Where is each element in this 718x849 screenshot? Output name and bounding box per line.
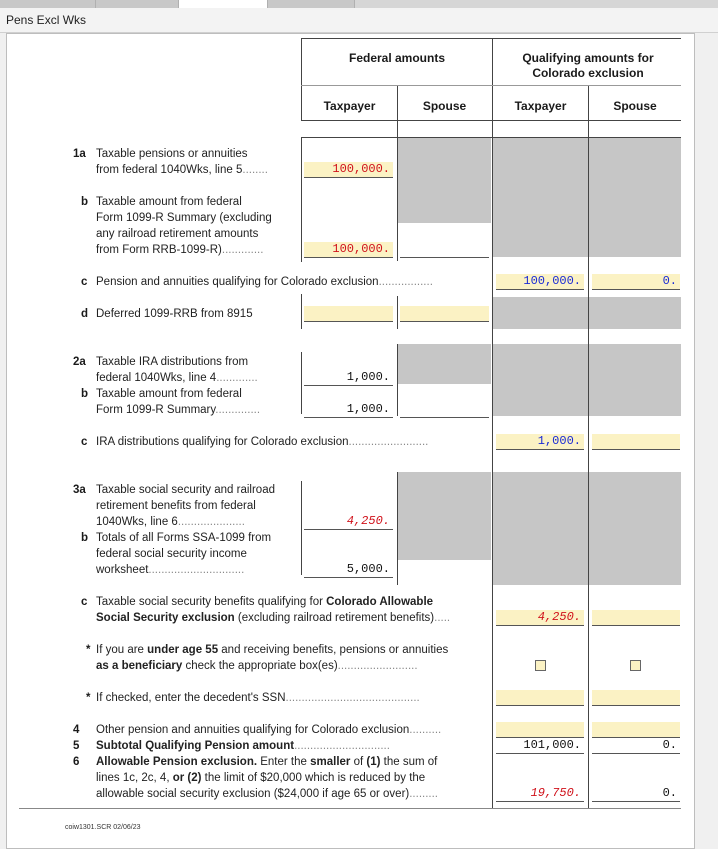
line-1b-fed-taxpayer[interactable]: 100,000.: [304, 242, 393, 258]
line-4-number: 4: [73, 724, 80, 736]
line-1b-label: Taxable amount from federal: [96, 196, 242, 208]
header-qualifying: Qualifying amounts for Colorado exclusion: [522, 51, 654, 80]
line-1c-q-spouse[interactable]: 0.: [592, 274, 680, 290]
line-3b-label: Totals of all Forms SSA-1099 from: [96, 532, 272, 544]
rule: [397, 137, 398, 261]
line-6-label: allowable social security exclusion ($24,000 if age 65 or over).........: [96, 788, 438, 800]
rule: [301, 85, 681, 86]
line-1b-label: from Form RRB-1099-R).............: [96, 244, 264, 256]
line-1a-label: from federal 1040Wks, line 5........: [96, 164, 268, 176]
line-3c-q-spouse[interactable]: [592, 610, 680, 626]
rule: [301, 120, 681, 121]
line-1c-number: c: [81, 276, 88, 288]
line-4-label: Other pension and annuities qualifying for Colorado exclusion..........: [96, 724, 442, 736]
line-1a-number: 1a: [73, 148, 86, 160]
line-4-q-spouse[interactable]: [592, 722, 680, 738]
line-1c-q-taxpayer[interactable]: 100,000.: [496, 274, 584, 290]
line-5-q-taxpayer[interactable]: 101,000.: [496, 738, 584, 754]
line-1d-fed-spouse[interactable]: [400, 306, 489, 322]
rule: [301, 38, 302, 85]
line-6-number: 6: [73, 756, 80, 768]
line-5-number: 5: [73, 740, 80, 752]
header-q-taxpayer: Taxpayer: [514, 99, 567, 113]
rule: [301, 352, 302, 414]
ssn-label: If checked, enter the decedent's SSN..........................................: [96, 692, 420, 704]
line-3b-label: federal social security income: [96, 548, 247, 560]
line-1d-label: Deferred 1099-RRB from 8915: [96, 308, 253, 320]
tab-2[interactable]: [96, 0, 179, 8]
line-1b-fed-spouse[interactable]: [400, 242, 489, 258]
line-2b-number: b: [81, 388, 89, 400]
line-2b-fed-taxpayer[interactable]: 1,000.: [304, 402, 393, 418]
header-q-spouse: Spouse: [613, 99, 657, 113]
line-3a-number: 3a: [73, 484, 86, 496]
shade: [493, 297, 681, 329]
window-title-bar: [0, 8, 718, 33]
line-3c-label: Social Security exclusion (excluding railroad retirement benefits).....: [96, 612, 451, 624]
line-2c-q-taxpayer[interactable]: 1,000.: [496, 434, 584, 450]
tab-4[interactable]: [268, 0, 355, 8]
ssn-q-spouse[interactable]: [592, 690, 680, 706]
header-fed-spouse: Spouse: [422, 99, 467, 113]
rule: [588, 137, 589, 809]
ssn-q-taxpayer[interactable]: [496, 690, 584, 706]
line-2b-label: Form 1099-R Summary..............: [96, 404, 261, 416]
line-6-q-spouse[interactable]: 0.: [592, 786, 680, 802]
beneficiary-checkbox-spouse[interactable]: [630, 660, 641, 671]
shade: [398, 344, 491, 384]
shade: [493, 344, 681, 416]
line-3a-label: Taxable social security and railroad: [96, 484, 275, 496]
line-6-label: Allowable Pension exclusion. Enter the smaller of (1) the sum of: [96, 756, 438, 768]
form-footer-id: coiw1301.SCR 02/06/23: [65, 824, 141, 831]
line-5-q-spouse[interactable]: 0.: [592, 738, 680, 754]
line-2b-label: Taxable amount from federal: [96, 388, 242, 400]
rule: [397, 472, 398, 585]
shade: [398, 137, 491, 223]
rule: [301, 481, 302, 575]
header-fed-taxpayer: Taxpayer: [323, 99, 376, 113]
header-federal: Federal amounts: [348, 51, 446, 65]
line-3a-label: 1040Wks, line 6.....................: [96, 516, 245, 528]
age-beneficiary-label: as a beneficiary check the appropriate box(es).........................: [96, 660, 418, 672]
line-6-q-taxpayer[interactable]: 19,750.: [496, 786, 584, 802]
shade: [493, 472, 681, 585]
line-2a-fed-taxpayer[interactable]: 1,000.: [304, 370, 393, 386]
tab-bar: [0, 0, 718, 8]
line-5-label: Subtotal Qualifying Pension amount..............................: [96, 740, 390, 752]
line-1b-label: any railroad retirement amounts: [96, 228, 259, 240]
line-2c-label: IRA distributions qualifying for Colorado exclusion.........................: [96, 436, 429, 448]
line-3a-fed-taxpayer[interactable]: 4,250.: [304, 514, 393, 530]
tab-1[interactable]: [0, 0, 96, 8]
line-1c-label: Pension and annuities qualifying for Colorado exclusion.................: [96, 276, 433, 288]
line-3b-fed-taxpayer[interactable]: 5,000.: [304, 562, 393, 578]
line-3c-label: Taxable social security benefits qualifying for Colorado Allowable: [96, 596, 434, 608]
line-3a-label: retirement benefits from federal: [96, 500, 256, 512]
line-3b-label: worksheet..............................: [96, 564, 245, 576]
line-3b-number: b: [81, 532, 89, 544]
line-2a-label: Taxable IRA distributions from: [96, 356, 249, 368]
line-1a-label: Taxable pensions or annuities: [96, 148, 248, 160]
line-3c-number: c: [81, 596, 88, 608]
window-title: Pens Excl Wks: [6, 13, 87, 27]
rule: [19, 808, 681, 809]
shade: [398, 472, 491, 560]
line-1d-number: d: [81, 308, 89, 320]
line-2c-q-spouse[interactable]: [592, 434, 680, 450]
line-2a-label: federal 1040Wks, line 4.............: [96, 372, 258, 384]
rule: [301, 137, 681, 138]
line-6-label: lines 1c, 2c, 4, or (2) the limit of $20,000 which is reduced by the: [96, 772, 426, 784]
rule: [397, 344, 398, 416]
beneficiary-checkbox-taxpayer[interactable]: [535, 660, 546, 671]
line-1d-fed-taxpayer[interactable]: [304, 306, 393, 322]
rule: [301, 294, 302, 329]
rule: [301, 38, 681, 39]
age-beneficiary-bullet: *: [86, 644, 91, 656]
line-2a-number: 2a: [73, 356, 86, 368]
line-1b-label: Form 1099-R Summary (excluding: [96, 212, 272, 224]
age-beneficiary-label: If you are under age 55 and receiving benefits, pensions or annuities: [96, 644, 449, 656]
ssn-bullet: *: [86, 692, 91, 704]
tab-active[interactable]: [179, 0, 268, 8]
worksheet-form: [6, 33, 695, 849]
line-2c-number: c: [81, 436, 88, 448]
line-1a-fed-taxpayer[interactable]: 100,000.: [304, 162, 393, 178]
rule: [492, 38, 493, 808]
rule: [397, 296, 398, 329]
line-3c-q-taxpayer[interactable]: 4,250.: [496, 610, 584, 626]
line-4-q-taxpayer[interactable]: [496, 722, 584, 738]
rule: [301, 85, 302, 120]
line-2b-fed-spouse[interactable]: [400, 402, 489, 418]
shade: [493, 137, 681, 257]
rule: [301, 137, 302, 262]
line-1b-number: b: [81, 196, 89, 208]
